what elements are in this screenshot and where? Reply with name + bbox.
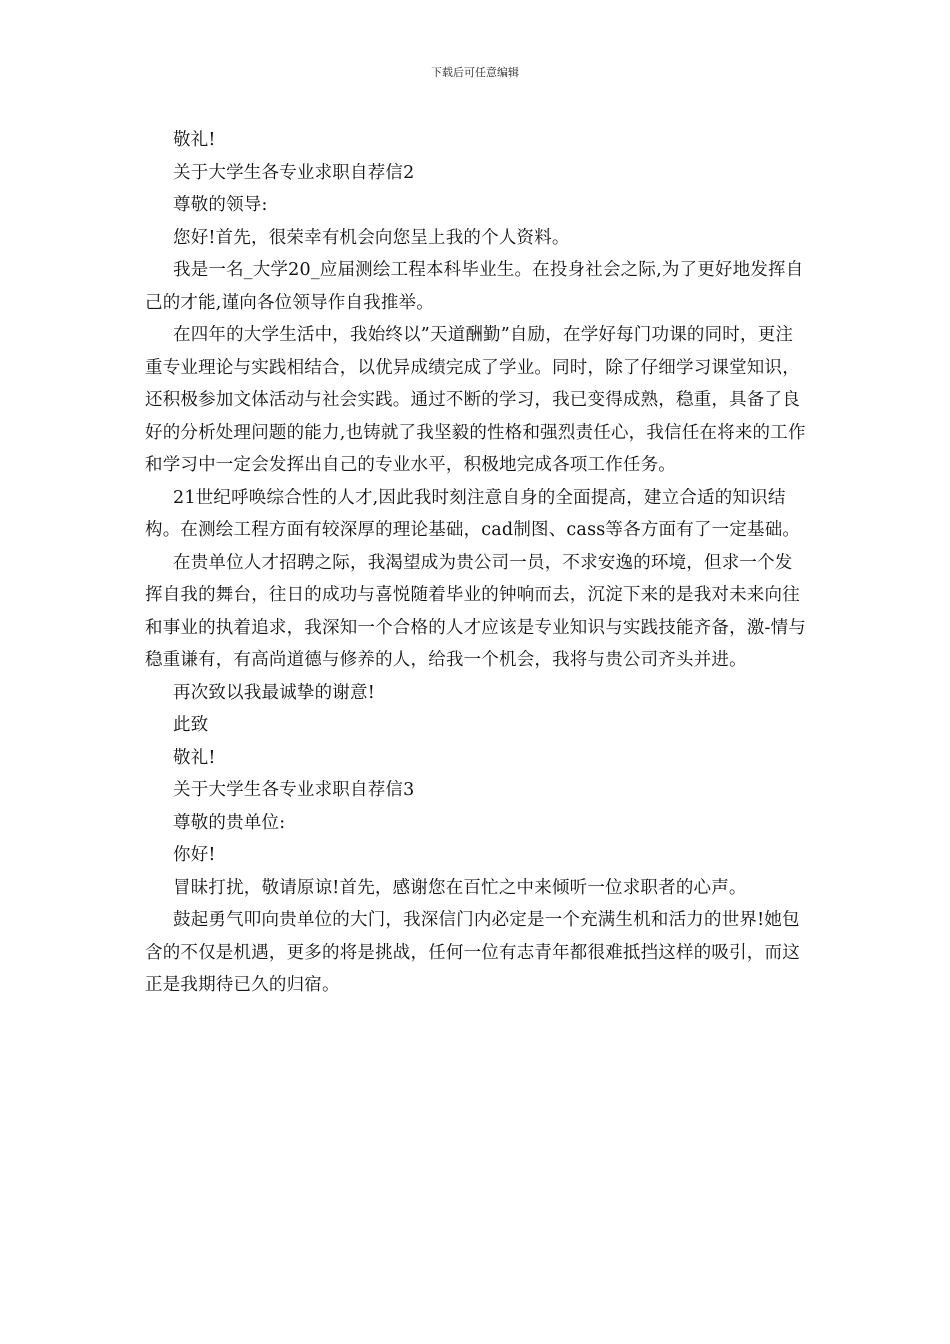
salutation: 尊敬的贵单位: — [173, 812, 286, 833]
body-paragraph: 我是一名_大学20_应届测绘工程本科毕业生。在投身社会之际,为了更好地发挥自己的才能,谨向各位领导作自我推举。 — [145, 260, 804, 313]
salutation: 尊敬的领导: — [173, 195, 268, 215]
closing-salute: 敬礼! — [173, 747, 216, 768]
greeting: 您好!首先，很荣幸有机会向您呈上我的个人资料。 — [173, 227, 570, 248]
closing-salute: 敬礼! — [173, 130, 216, 150]
greeting: 你好! — [173, 845, 216, 865]
body-paragraph: 鼓起勇气叩向贵单位的大门，我深信门内必定是一个充满生机和活力的世界!她包含的不仅是机遇，更多的将是挑战，任何一位有志青年都很难抵挡这样的吸引，而这正是我期待已久的归宿。 — [145, 910, 800, 995]
body-paragraph: 在贵单位人才招聘之际，我渴望成为贵公司一员，不求安逸的环境，但求一个发挥自我的舞台，往日的成功与喜悦随着毕业的钟响而去，沉淀下来的是我对未来向往和事业的执着追求，我深知一个合格的人才应该是专业知识与实践技能齐备，激-情与稳重谦有，有高尚道德与修养的人，给我一个机会，我将与贵公司齐头并进。 — [145, 552, 807, 670]
thanks-line: 再次致以我最诚挚的谢意! — [173, 682, 375, 703]
section-title: 关于大学生各专业求职自荐信3 — [173, 780, 415, 800]
body-paragraph: 21世纪呼唤综合性的人才,因此我时刻注意自身的全面提高，建立合适的知识结构。在测绘工程方面有较深厚的理论基础，cad制图、cass等各方面有了一定基础。 — [145, 487, 801, 540]
body-paragraph: 在四年的大学生活中，我始终以”天道酬勤”自励，在学好每门功课的同时，更注重专业理论与实践相结合，以优异成绩完成了学业。同时，除了仔细学习课堂知识，还积极参加文体活动与社会实践。通过不断的学习，我已变得成熟，稳重，具备了良好的分析处理问题的能力,也铸就了我坚毅的性格和强烈责任心，我信任在将来的工作和学习中一定会发挥出自己的专业水平，积极地完成各项工作任务。 — [145, 325, 806, 475]
body-paragraph: 冒昧打扰，敬请原谅!首先，感谢您在百忙之中来倾听一位求职者的心声。 — [173, 877, 747, 898]
closing-line: 此致 — [173, 715, 209, 735]
document-body — [145, 124, 810, 1002]
section-title: 关于大学生各专业求职自荐信2 — [173, 162, 415, 183]
page-header: 下载后可任意编辑 — [431, 66, 519, 79]
